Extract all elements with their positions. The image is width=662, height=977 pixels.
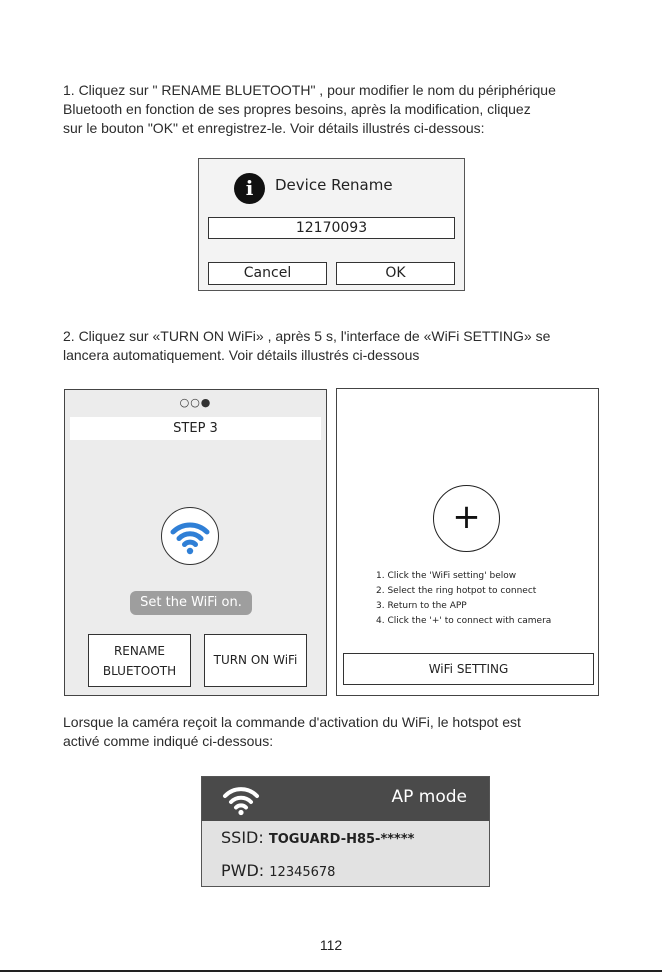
wifi-step3-screen	[64, 389, 327, 696]
pwd-value: 12345678	[269, 865, 336, 880]
device-name-field[interactable]: 12170093	[208, 217, 455, 239]
list-item: 2. Select the ring hotpot to connect	[376, 586, 537, 596]
wifi-setting-screen	[336, 388, 599, 696]
wifi-setting-button[interactable]: WiFi SETTING	[343, 653, 594, 685]
paragraph-line: Lorsque la caméra reçoit la commande d'activation du WiFi, le hotspot est	[63, 714, 521, 730]
wifi-icon	[221, 782, 261, 816]
pwd-label: PWD:	[221, 861, 265, 880]
step-indicator-dots: ○○●	[179, 396, 212, 409]
ap-mode-card	[201, 776, 490, 887]
page-number: 112	[319, 937, 343, 953]
cancel-button[interactable]: Cancel	[208, 262, 327, 285]
list-item: 1. Click the 'WiFi setting' below	[376, 571, 517, 581]
list-item: 3. Return to the APP	[376, 601, 467, 611]
instruction-paragraph-1	[63, 81, 615, 138]
device-rename-dialog	[198, 158, 465, 291]
pwd-row	[221, 861, 335, 880]
wifi-toggle[interactable]	[161, 507, 219, 565]
ssid-row	[221, 828, 414, 847]
list-item: 4. Click the '+' to connect with camera	[376, 616, 552, 626]
paragraph-line: 1. Cliquez sur " RENAME BLUETOOTH" , pour modifier le nom du périphérique	[63, 82, 556, 98]
paragraph-line: activé comme indiqué ci-dessous:	[63, 733, 274, 749]
ssid-value: TOGUARD-H85-*****	[268, 832, 415, 847]
paragraph-line: Bluetooth en fonction de ses propres besoins, après la modification, cliquez	[63, 101, 531, 117]
turn-on-wifi-button[interactable]: TURN ON WiFi	[204, 634, 307, 687]
instruction-steps	[376, 569, 551, 629]
instruction-paragraph-2	[63, 327, 615, 365]
info-icon: i	[234, 173, 265, 204]
paragraph-line: lancera automatiquement. Voir détails illustrés ci-dessous	[63, 347, 420, 363]
paragraph-line: 2. Cliquez sur «TURN ON WiFi» , après 5 s, l'interface de «WiFi SETTING» se	[63, 328, 551, 344]
ssid-label: SSID:	[221, 828, 264, 847]
rename-bluetooth-button[interactable]	[88, 634, 191, 687]
plus-icon[interactable]: +	[433, 485, 500, 552]
ok-button[interactable]: OK	[336, 262, 455, 285]
dialog-title: Device Rename	[275, 176, 393, 194]
mode-label: AP mode	[391, 787, 467, 807]
ap-mode-header	[202, 777, 489, 821]
button-label-line: RENAME	[113, 644, 166, 658]
step-label: STEP 3	[70, 417, 321, 440]
footer-divider	[0, 970, 662, 972]
instruction-paragraph-3	[63, 713, 615, 751]
wifi-icon	[162, 508, 218, 564]
status-pill: Set the WiFi on.	[130, 591, 252, 615]
paragraph-line: sur le bouton "OK" et enregistrez-le. Voir détails illustrés ci-dessous:	[63, 120, 485, 136]
button-label-line: BLUETOOTH	[102, 664, 177, 678]
